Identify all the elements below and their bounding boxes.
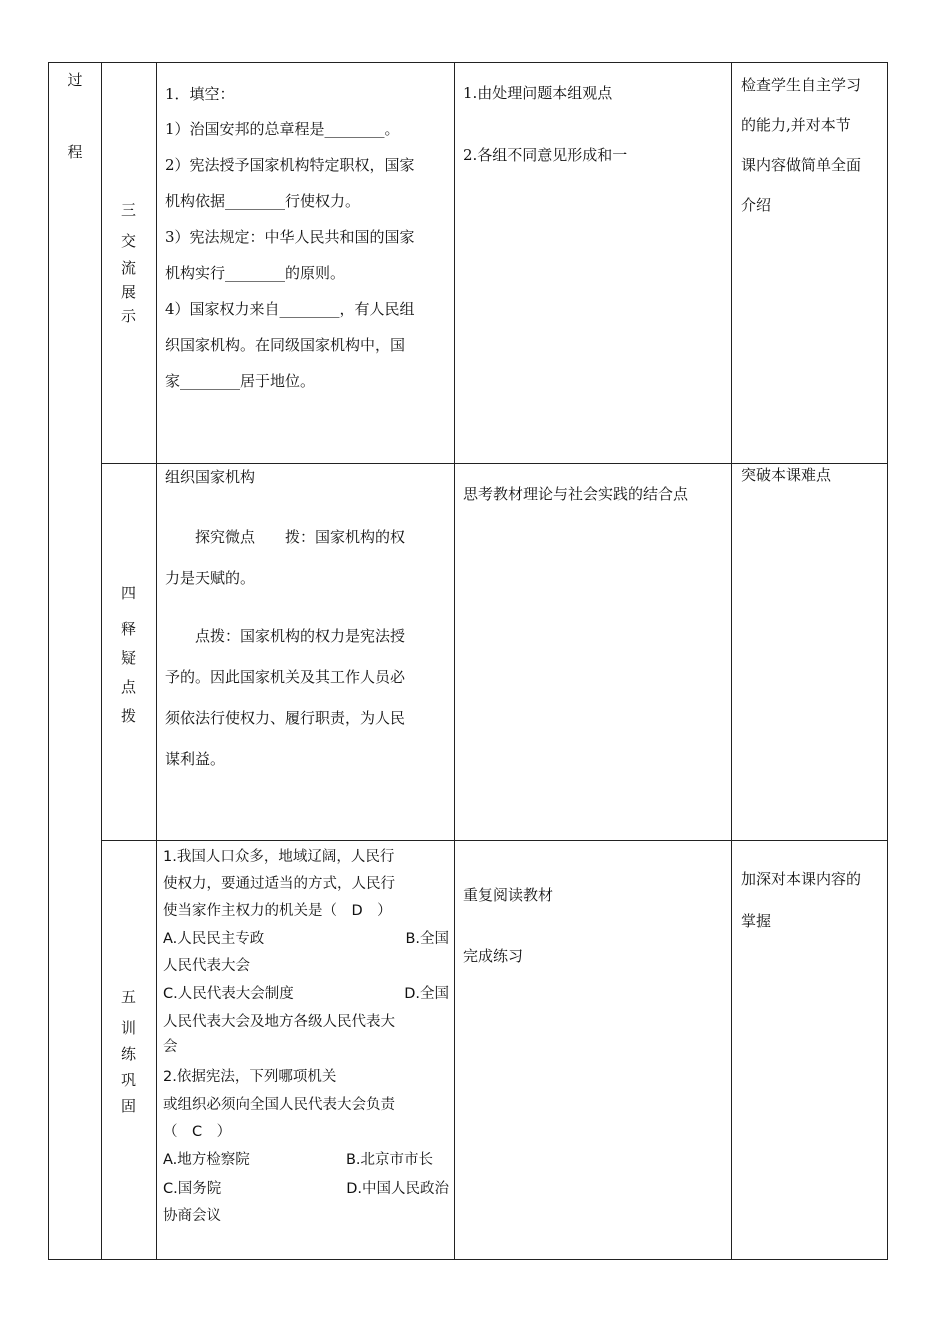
activity-line: 思考教材理论与社会实践的结合点 [463, 485, 689, 503]
option: 协商会议 [163, 1208, 221, 1224]
option: D.全国 [404, 986, 449, 1002]
question-2 [163, 1059, 449, 1229]
section-label-char: 四 [120, 584, 136, 602]
content-practice [163, 840, 449, 1229]
intent-cell [741, 858, 886, 942]
section-label-clarify [101, 579, 156, 731]
option-row [163, 1203, 449, 1229]
question-line: 2.依据宪法，下列哪项机关 [163, 1069, 337, 1085]
content-line: 力是天赋的。 [165, 569, 256, 587]
option: C.人民代表大会制度 [163, 986, 294, 1002]
option: A.人民民主专政 [163, 931, 265, 947]
content-line: 机构实行________的原则。 [165, 264, 346, 282]
activity-line: 重复阅读教材 [463, 886, 554, 904]
option-row [163, 1009, 449, 1035]
section-label-char: 点 [120, 678, 136, 696]
content-line: 4）国家权力来自________，有人民组 [165, 300, 415, 318]
section-label-char: 练 [120, 1045, 136, 1063]
process-char: 过 [67, 71, 83, 89]
section-label-char: 展 [120, 283, 136, 301]
content-line: 须依法行使权力、履行职责，为人民 [165, 709, 406, 727]
intent-line: 掌握 [741, 912, 772, 930]
option: B.北京市市长 [345, 1152, 433, 1168]
option: D.中国人民政治 [346, 1181, 449, 1197]
col-divider [156, 63, 157, 1259]
col-divider [454, 63, 455, 1259]
content-title: 组织国家机构 [165, 468, 256, 486]
content-fill-blank [165, 79, 450, 396]
option-row [163, 979, 449, 1009]
section-label-char: 三 [120, 201, 136, 219]
option: 人民代表大会及地方各级人民代表大 [163, 1014, 395, 1030]
activity-line: 完成练习 [463, 947, 524, 965]
content-line: 机构依据________行使权力。 [165, 192, 361, 210]
section-label-char: 示 [120, 307, 136, 325]
section-label-char: 五 [120, 988, 136, 1006]
content-line: 家________居于地位。 [165, 372, 316, 390]
activity-cell [463, 885, 725, 966]
content-line: 1．填空： [165, 85, 235, 103]
option-row [163, 1035, 449, 1059]
question-line: 或组织必须向全国人民代表大会负责 [163, 1097, 395, 1113]
question-line: 使权力，要通过适当的方式，人民行 [163, 876, 395, 892]
intent-line: 介绍 [741, 196, 772, 214]
option: C.国务院 [163, 1181, 222, 1197]
content-line: 织国家机构。在同级国家机构中，国 [165, 336, 406, 354]
content-line: 探究微点 拨：国家机构的权 [195, 528, 406, 546]
intent-line: 加深对本课内容的 [741, 870, 862, 888]
content-line: 谋利益。 [165, 750, 226, 768]
section-label-char: 拨 [120, 707, 136, 725]
intent-line: 突破本课难点 [741, 466, 832, 484]
content-clarify [165, 467, 450, 769]
section-label-char: 流 [120, 259, 136, 277]
option: A.地方检察院 [163, 1152, 250, 1168]
section-label-char: 固 [120, 1097, 136, 1115]
content-line: 3）宪法规定：中华人民共和国的国家 [165, 228, 415, 246]
question-line: 1.我国人口众多，地域辽阔，人民行 [163, 849, 395, 865]
question-line: （ C ） [163, 1124, 232, 1140]
row-divider [101, 463, 887, 464]
activity-cell [463, 83, 725, 165]
intent-line: 检查学生自主学习 [741, 76, 862, 94]
activity-cell [463, 484, 731, 504]
section-label-char: 释 [120, 620, 136, 638]
question-line: 使当家作主权力的机关是（ D ） [163, 903, 392, 919]
option-row [163, 953, 449, 979]
section-label-char: 交 [120, 232, 136, 250]
section-label-char: 训 [120, 1019, 136, 1037]
activity-line: 2.各组不同意见形成和一 [463, 146, 628, 164]
col-divider [731, 63, 732, 1259]
option-row [163, 1145, 449, 1175]
section-label-char: 巩 [120, 1071, 136, 1089]
content-line: 点拨：国家机构的权力是宪法授 [195, 627, 406, 645]
content-line: 予的。因此国家机关及其工作人员必 [165, 668, 406, 686]
activity-line: 1.由处理问题本组观点 [463, 84, 613, 102]
intent-cell [741, 465, 886, 485]
option: 会 [163, 1039, 178, 1055]
process-char: 程 [67, 143, 83, 161]
option: 人民代表大会 [163, 958, 250, 974]
section-label-practice [101, 982, 156, 1119]
option-row [163, 925, 449, 953]
intent-cell [741, 65, 886, 225]
section-label-char: 疑 [120, 649, 136, 667]
question-1 [163, 840, 449, 1059]
intent-line: 课内容做简单全面 [741, 156, 862, 174]
intent-line: 的能力,并对本节 [741, 116, 851, 134]
option: B.全国 [405, 931, 449, 947]
lesson-table [48, 62, 888, 1260]
option-row [163, 1175, 449, 1203]
section-label-exchange [101, 196, 156, 328]
process-label [49, 69, 101, 162]
content-line: 2）宪法授予国家机构特定职权，国家 [165, 156, 415, 174]
content-line: 1）治国安邦的总章程是________。 [165, 120, 400, 138]
